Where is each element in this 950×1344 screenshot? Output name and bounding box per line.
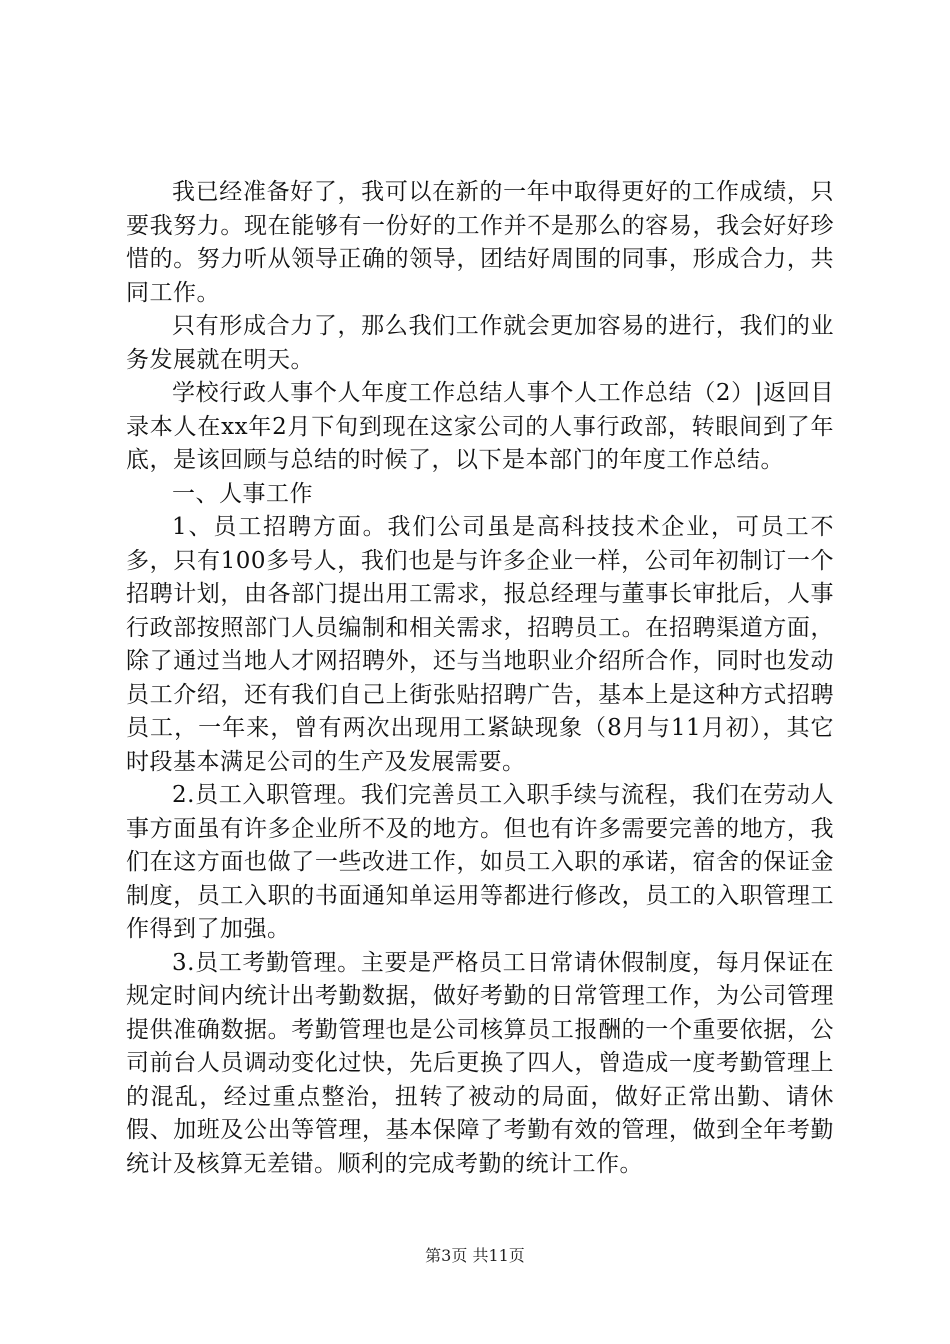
document-body <box>126 176 834 1181</box>
paragraph-recruitment: 1、员工招聘方面。我们公司虽是高科技技术企业，可员工不多，只有100多号人，我们也是与许多企业一样，公司年初制订一个招聘计划，由各部门提出用工需求，报总经理与董事长审批后，人事行政部按照部门人员编制和相关需求，招聘员工。在招聘渠道方面，除了通过当地人才网招聘外，还与当地职业介绍所合作，同时也发动员工介绍，还有我们自己上街张贴招聘广告，基本上是这种方式招聘员工，一年来，曾有两次出现用工紧缺现象（8月与11月初），其它时段基本满足公司的生产及发展需要。 <box>126 514 834 775</box>
section-heading-personnel: 一、人事工作 <box>172 480 313 507</box>
paragraph-2: 只有形成合力了，那么我们工作就会更加容易的进行，我们的业务发展就在明天。 <box>126 313 834 373</box>
paragraph-onboarding: 2.员工入职管理。我们完善员工入职手续与流程，我们在劳动人事方面虽有许多企业所不及的地方。但也有许多需要完善的地方，我们在这方面也做了一些改进工作，如员工入职的承诺，宿舍的保证金制度，员工入职的书面通知单运用等都进行修改，员工的入职管理工作得到了加强。 <box>126 782 834 942</box>
paragraph-1: 我已经准备好了，我可以在新的一年中取得更好的工作成绩，只要我努力。现在能够有一份好的工作并不是那么的容易，我会好好珍惜的。努力听从领导正确的领导，团结好周围的同事，形成合力，共同工作。 <box>126 179 834 306</box>
page-footer: 第3页 共11页 <box>425 1246 525 1265</box>
paragraph-attendance: 3.员工考勤管理。主要是严格员工日常请休假制度，每月保证在规定时间内统计出考勤数据，做好考勤的日常管理工作，为公司管理提供准确数据。考勤管理也是公司核算员工报酬的一个重要依据，公司前台人员调动变化过快，先后更换了四人，曾造成一度考勤管理上的混乱，经过重点整治，扭转了被动的局面，做好正常出勤、请休假、加班及公出等管理，基本保障了考勤有效的管理，做到全年考勤统计及核算无差错。顺利的完成考勤的统计工作。 <box>126 949 834 1177</box>
paragraph-3: 学校行政人事个人年度工作总结人事个人工作总结（2）|返回目录本人在xx年2月下旬到现在这家公司的人事行政部，转眼间到了年底，是该回顾与总结的时候了，以下是本部门的年度工作总结。 <box>126 380 834 473</box>
